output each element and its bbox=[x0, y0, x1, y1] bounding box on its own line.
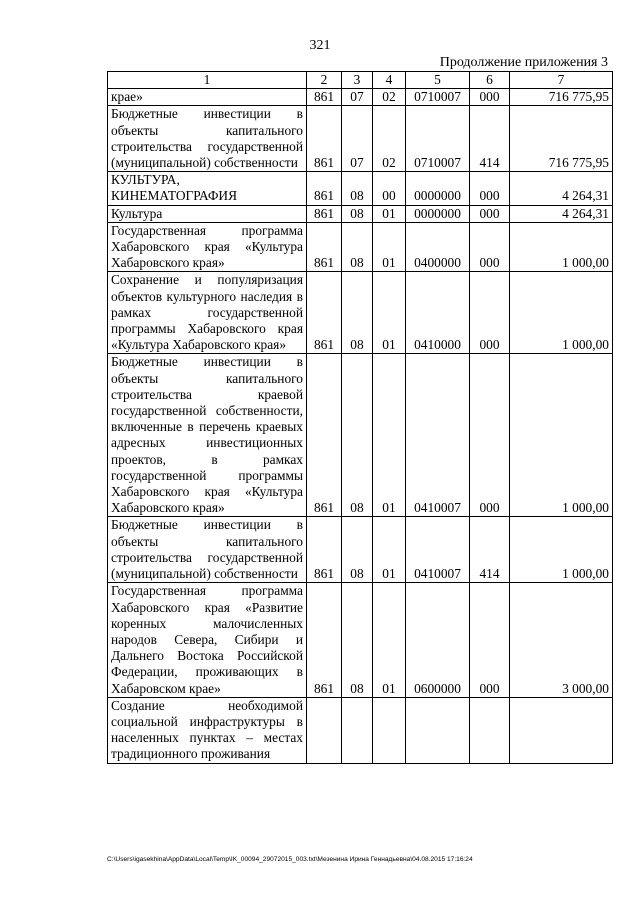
row-amount-cell: 716 775,95 bbox=[510, 89, 613, 106]
row-section-cell: 08 bbox=[342, 354, 373, 517]
row-expense-type-cell: 414 bbox=[470, 517, 510, 583]
row-code-cell: 861 bbox=[307, 222, 342, 272]
page-number: 321 bbox=[309, 38, 331, 53]
row-subsection-cell: 01 bbox=[373, 205, 406, 222]
table-row bbox=[108, 205, 613, 222]
table-row bbox=[108, 697, 613, 763]
row-name-cell: Бюджетные инвестиции в объекты капитального строительства краевой государственной собственности, включенные в перечень краевых адресных инвестиционных проектов, в рамках государственной программы Хабаровского края «Культура Хабаровского края» bbox=[108, 354, 307, 517]
row-code-cell: 861 bbox=[307, 517, 342, 583]
table-row bbox=[108, 272, 613, 354]
header-cell: 1 bbox=[108, 72, 307, 89]
row-section-cell: 07 bbox=[342, 89, 373, 106]
row-subsection-cell: 01 bbox=[373, 354, 406, 517]
row-subsection-cell: 01 bbox=[373, 583, 406, 697]
row-name-cell: Бюджетные инвестиции в объекты капитального строительства государственной (муниципальной) собственности bbox=[108, 106, 307, 172]
row-subsection-cell: 00 bbox=[373, 172, 406, 205]
row-amount-cell: 1 000,00 bbox=[510, 222, 613, 272]
row-name-cell: КУЛЬТУРА, КИНЕМАТОГРАФИЯ bbox=[108, 172, 307, 205]
row-expense-type-cell bbox=[470, 697, 510, 763]
row-amount-cell: 1 000,00 bbox=[510, 354, 613, 517]
header-cell: 6 bbox=[470, 72, 510, 89]
row-expense-type-cell: 000 bbox=[470, 354, 510, 517]
row-target-code-cell: 0410000 bbox=[406, 272, 470, 354]
row-amount-cell: 3 000,00 bbox=[510, 583, 613, 697]
row-subsection-cell: 02 bbox=[373, 89, 406, 106]
row-section-cell: 08 bbox=[342, 583, 373, 697]
row-subsection-cell: 02 bbox=[373, 106, 406, 172]
row-target-code-cell: 0710007 bbox=[406, 106, 470, 172]
table-row bbox=[108, 583, 613, 697]
table-row bbox=[108, 354, 613, 517]
row-target-code-cell: 0410007 bbox=[406, 517, 470, 583]
row-expense-type-cell: 000 bbox=[470, 172, 510, 205]
row-section-cell: 07 bbox=[342, 106, 373, 172]
row-section-cell: 08 bbox=[342, 172, 373, 205]
row-amount-cell: 4 264,31 bbox=[510, 172, 613, 205]
row-subsection-cell: 01 bbox=[373, 517, 406, 583]
row-expense-type-cell: 414 bbox=[470, 106, 510, 172]
row-amount-cell: 1 000,00 bbox=[510, 517, 613, 583]
row-section-cell: 08 bbox=[342, 222, 373, 272]
row-expense-type-cell: 000 bbox=[470, 205, 510, 222]
row-name-cell: Бюджетные инвестиции в объекты капитального строительства государственной (муниципальной) собственности bbox=[108, 517, 307, 583]
table-row bbox=[108, 222, 613, 272]
row-subsection-cell: 01 bbox=[373, 272, 406, 354]
table-row bbox=[108, 517, 613, 583]
row-section-cell: 08 bbox=[342, 205, 373, 222]
header-cell: 3 bbox=[342, 72, 373, 89]
row-code-cell: 861 bbox=[307, 106, 342, 172]
header-cell: 7 bbox=[510, 72, 613, 89]
row-target-code-cell: 0000000 bbox=[406, 205, 470, 222]
row-expense-type-cell: 000 bbox=[470, 272, 510, 354]
row-code-cell: 861 bbox=[307, 354, 342, 517]
row-target-code-cell: 0400000 bbox=[406, 222, 470, 272]
row-target-code-cell bbox=[406, 697, 470, 763]
row-amount-cell: 4 264,31 bbox=[510, 205, 613, 222]
row-section-cell bbox=[342, 697, 373, 763]
row-expense-type-cell: 000 bbox=[470, 222, 510, 272]
row-code-cell bbox=[307, 697, 342, 763]
row-code-cell: 861 bbox=[307, 172, 342, 205]
table-header-row bbox=[108, 72, 613, 89]
header-cell: 2 bbox=[307, 72, 342, 89]
continuation-label: Продолжение приложения 3 bbox=[439, 55, 608, 70]
row-subsection-cell bbox=[373, 697, 406, 763]
row-target-code-cell: 0000000 bbox=[406, 172, 470, 205]
row-target-code-cell: 0600000 bbox=[406, 583, 470, 697]
row-name-cell: Государственная программа Хабаровского края «Развитие коренных малочисленных народов Севера, Сибири и Дальнего Востока Российской Федерации, проживающих в Хабаровском крае» bbox=[108, 583, 307, 697]
row-code-cell: 861 bbox=[307, 272, 342, 354]
row-code-cell: 861 bbox=[307, 205, 342, 222]
row-name-cell: Культура bbox=[108, 205, 307, 222]
header-cell: 4 bbox=[373, 72, 406, 89]
row-target-code-cell: 0710007 bbox=[406, 89, 470, 106]
table-row bbox=[108, 89, 613, 106]
row-expense-type-cell: 000 bbox=[470, 583, 510, 697]
row-target-code-cell: 0410007 bbox=[406, 354, 470, 517]
row-amount-cell bbox=[510, 697, 613, 763]
row-subsection-cell: 01 bbox=[373, 222, 406, 272]
row-amount-cell: 1 000,00 bbox=[510, 272, 613, 354]
row-amount-cell: 716 775,95 bbox=[510, 106, 613, 172]
row-code-cell: 861 bbox=[307, 583, 342, 697]
row-expense-type-cell: 000 bbox=[470, 89, 510, 106]
header-cell: 5 bbox=[406, 72, 470, 89]
budget-table bbox=[107, 71, 613, 764]
file-path-footer: C:\Users\igasekhina\AppData\Local\Temp\IK_00094_29072015_003.txt\Мезенина Ирина Геннадьевна\04.08.2015 17:16:24 bbox=[107, 856, 473, 863]
row-name-cell: Государственная программа Хабаровского края «Культура Хабаровского края» bbox=[108, 222, 307, 272]
row-name-cell: Создание необходимой социальной инфраструктуры в населенных пунктах – местах традиционного проживания bbox=[108, 697, 307, 763]
table-row bbox=[108, 172, 613, 205]
row-name-cell: крае» bbox=[108, 89, 307, 106]
row-name-cell: Сохранение и популяризация объектов культурного наследия в рамках государственной программы Хабаровского края «Культура Хабаровского края» bbox=[108, 272, 307, 354]
row-section-cell: 08 bbox=[342, 272, 373, 354]
row-code-cell: 861 bbox=[307, 89, 342, 106]
table-row bbox=[108, 106, 613, 172]
row-section-cell: 08 bbox=[342, 517, 373, 583]
